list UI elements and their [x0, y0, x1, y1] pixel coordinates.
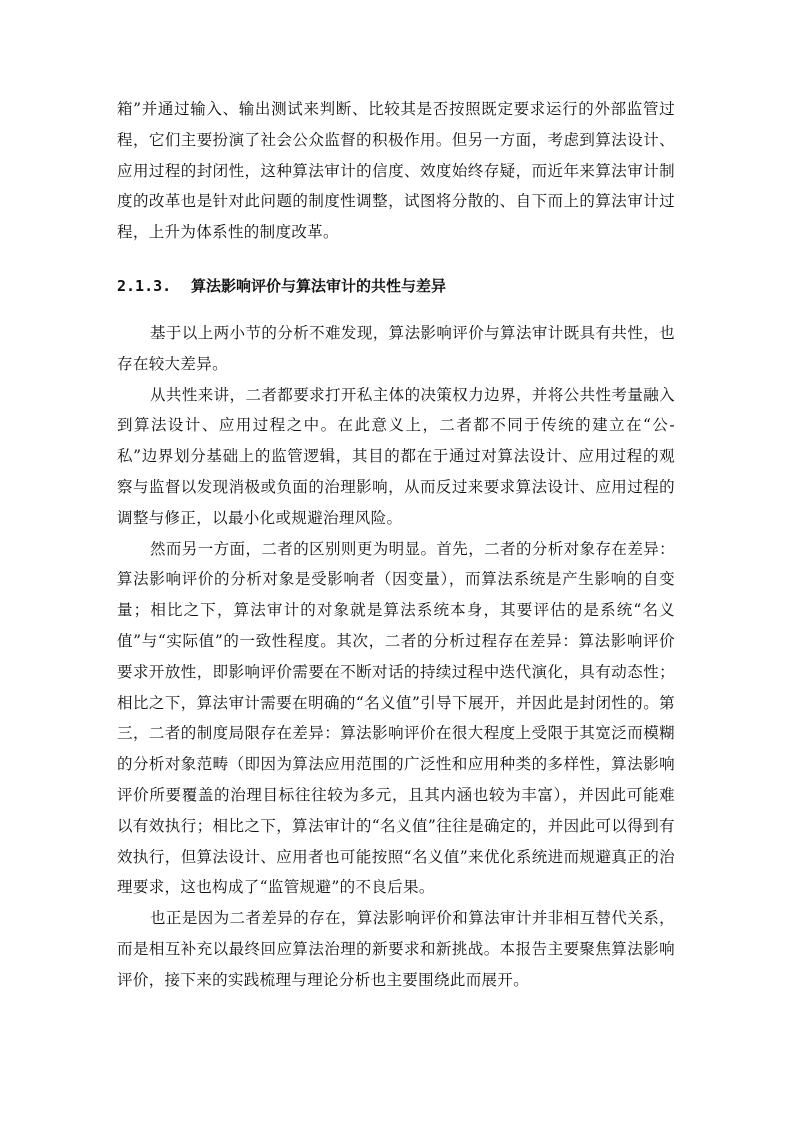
paragraph-differences: 然而另一方面，二者的区别则更为明显。首先，二者的分析对象存在差异：算法影响评价的分析对象是受影响者（因变量），而算法系统是产生影响的自变量；相比之下，算法审计的对象就是算法系统本身，其要评估的是系统“名义值”与“实际值”的一致性程度。其次，二者的分析过程存在差异：算法影响评价要求开放性，即影响评价需要在不断对话的持续过程中迭代演化，具有动态性；相比之下，算法审计需要在明确的“名义值”引导下展开，并因此是封闭性的。第三，二者的制度局限存在差异：算法影响评价在很大程度上受限于其宽泛而模糊的分析对象范畴（即因为算法应用范围的广泛性和应用种类的多样性，算法影响评价所要覆盖的治理目标往往较为多元，且其内涵也较为丰富），并因此可能难以有效执行；相比之下，算法审计的“名义值”往往是确定的，并因此可以得到有效执行，但算法设计、应用者也可能按照“名义值”来优化系统进而规避真正的治理要求，这也构成了“监管规避”的不良后果。	[117, 539, 675, 897]
paragraph-summary: 基于以上两小节的分析不难发现，算法影响评价与算法审计既具有共性，也存在较大差异。	[117, 323, 675, 373]
intro-paragraph: 箱”并通过输入、输出测试来判断、比较其是否按照既定要求运行的外部监管过程，它们主要扮演了社会公众监督的积极作用。但另一方面，考虑到算法设计、应用过程的封闭性，这种算法审计的信度、效度始终存疑，而近年来算法审计制度的改革也是针对此问题的制度性调整，试图将分散的、自下而上的算法审计过程，上升为体系性的制度改革。	[117, 100, 675, 242]
paragraph-conclusion: 也正是因为二者差异的存在，算法影响评价和算法审计并非相互替代关系，而是相互补充以最终回应算法治理的新要求和新挑战。本报告主要聚焦算法影响评价，接下来的实践梳理与理论分析也主要围绕此而展开。	[117, 909, 675, 989]
paragraph-commonality: 从共性来讲，二者都要求打开私主体的决策权力边界，并将公共性考量融入到算法设计、应用过程之中。在此意义上，二者都不同于传统的建立在“公-私”边界划分基础上的监管逻辑，其目的都在于通过对算法设计、应用过程的观察与监督以发现消极或负面的治理影响，从而反过来要求算法设计、应用过程的调整与修正，以最小化或规避治理风险。	[117, 385, 675, 527]
section-title: 算法影响评价与算法审计的共性与差异	[191, 276, 447, 295]
section-heading	[117, 275, 675, 297]
document-page	[117, 94, 675, 996]
section-number: 2.1.3.	[117, 276, 172, 295]
